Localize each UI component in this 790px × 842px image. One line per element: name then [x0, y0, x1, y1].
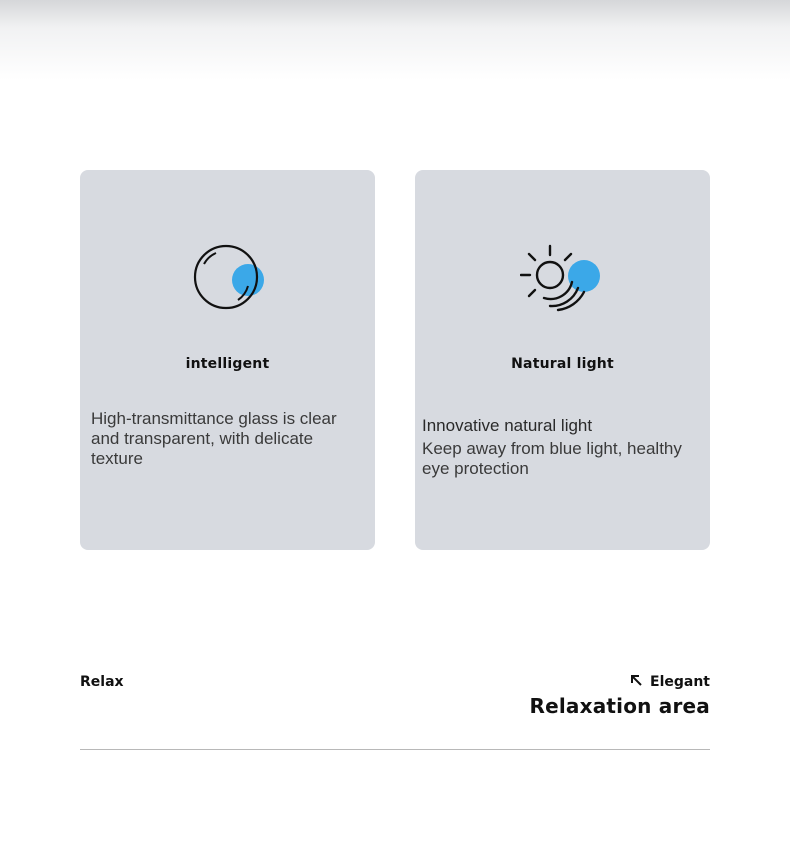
elegant-label: Elegant	[650, 674, 710, 690]
card-subtitle: Innovative natural light	[422, 416, 593, 435]
feature-card-intelligent	[80, 170, 375, 550]
elegant-link[interactable]	[530, 674, 711, 690]
card-title: intelligent	[185, 356, 270, 372]
feature-card-natural-light	[415, 170, 710, 550]
lens-icon	[80, 242, 375, 312]
section-heading: Relaxation area	[529, 694, 710, 718]
divider	[80, 749, 710, 750]
card-description: High-transmittance glass is clear and transparent, with delicate texture	[91, 409, 337, 468]
top-shadow	[0, 0, 790, 80]
sun-rays-icon	[415, 242, 710, 312]
section-label-relax: Relax	[80, 674, 124, 690]
section-header	[530, 674, 711, 718]
arrow-up-left-icon	[630, 674, 642, 690]
card-description: Keep away from blue light, healthy eye protection	[422, 439, 682, 478]
card-title: Natural light	[511, 356, 614, 372]
